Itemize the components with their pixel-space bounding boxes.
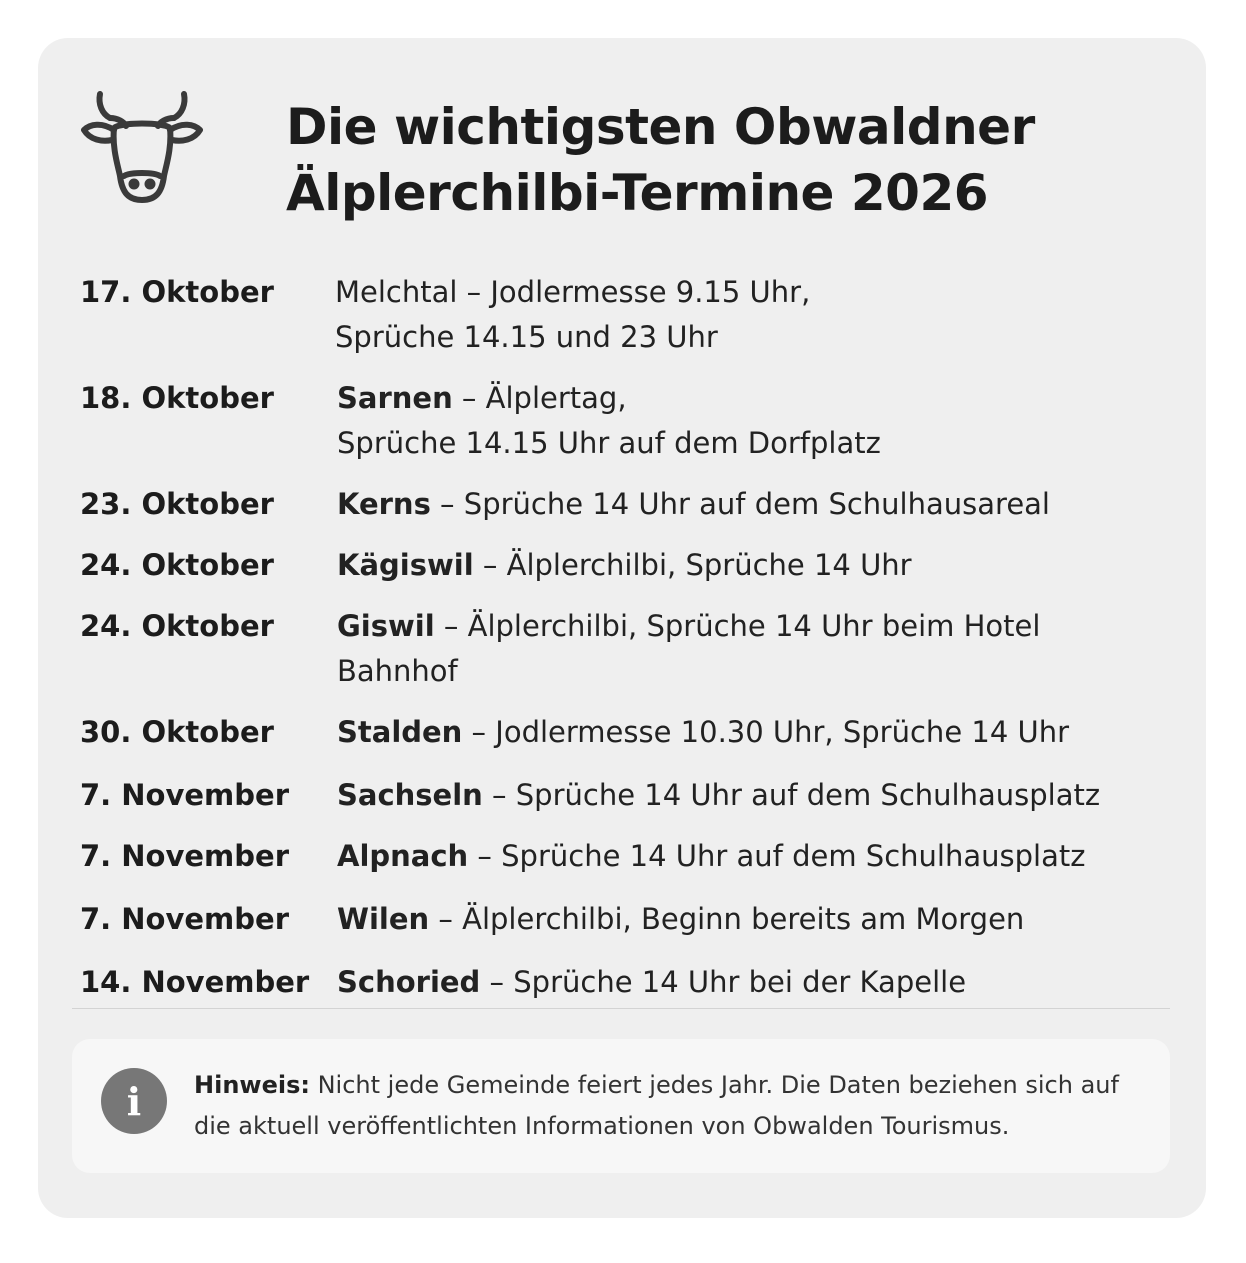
schedule-row bbox=[80, 604, 1170, 694]
event-description bbox=[337, 604, 1170, 694]
event-date: 7. November bbox=[80, 839, 290, 873]
event-date: 30. Oktober bbox=[80, 715, 274, 749]
event-description bbox=[337, 897, 1024, 942]
title-line-1: Die wichtigsten Obwaldner bbox=[286, 98, 1035, 156]
schedule-row bbox=[80, 543, 1170, 588]
event-line: – Sprüche 14 Uhr auf dem Schulhausplatz bbox=[468, 839, 1086, 873]
schedule-row bbox=[80, 897, 1170, 942]
event-place: Sarnen bbox=[337, 381, 453, 415]
event-description bbox=[337, 834, 1085, 879]
event-place: Schoried bbox=[337, 965, 481, 999]
event-description bbox=[337, 482, 1050, 527]
event-line: Sprüche 14.15 und 23 Uhr bbox=[335, 320, 718, 354]
event-line: – Älplerchilbi, Sprüche 14 Uhr beim Hotel Bahnhof bbox=[337, 609, 1041, 688]
schedule-row bbox=[80, 376, 1170, 466]
event-date: 7. November bbox=[80, 778, 290, 812]
event-line: – Älplerchilbi, Beginn bereits am Morgen bbox=[429, 902, 1025, 936]
event-line: – Älplertag, bbox=[452, 381, 627, 415]
event-date: 23. Oktober bbox=[80, 487, 274, 521]
event-description bbox=[337, 773, 1100, 818]
event-date: 18. Oktober bbox=[80, 381, 274, 415]
event-description bbox=[337, 376, 881, 466]
schedule-card bbox=[38, 38, 1206, 1218]
event-description bbox=[337, 543, 912, 588]
event-place: Kägiswil bbox=[337, 548, 474, 582]
title-line-2: Älplerchilbi-Termine 2026 bbox=[286, 164, 989, 222]
note-body: Nicht jede Gemeinde feiert jedes Jahr. Die Daten beziehen sich auf die aktuell veröffentlichten Informationen von Obwalden Tourismus. bbox=[194, 1071, 1119, 1140]
event-line: – Älplerchilbi, Sprüche 14 Uhr bbox=[473, 548, 912, 582]
cow-icon bbox=[80, 88, 204, 212]
schedule-row bbox=[80, 710, 1170, 755]
schedule-row bbox=[80, 270, 1170, 360]
event-place: Sachseln bbox=[337, 778, 483, 812]
schedule-row bbox=[80, 773, 1170, 818]
info-icon: i bbox=[101, 1068, 167, 1134]
event-description bbox=[335, 270, 810, 360]
event-line: – Sprüche 14 Uhr auf dem Schulhausplatz bbox=[482, 778, 1101, 812]
event-place: Kerns bbox=[337, 487, 431, 521]
event-place: Wilen bbox=[337, 902, 430, 936]
divider bbox=[72, 1008, 1170, 1009]
event-description bbox=[337, 710, 1069, 755]
event-line: – Jodlermesse 10.30 Uhr, Sprüche 14 Uhr bbox=[462, 715, 1070, 749]
event-date: 14. November bbox=[80, 965, 310, 999]
event-description bbox=[337, 960, 966, 1005]
event-date: 17. Oktober bbox=[80, 275, 274, 309]
event-date: 24. Oktober bbox=[80, 548, 274, 582]
event-place: Giswil bbox=[337, 609, 435, 643]
info-note bbox=[72, 1039, 1170, 1173]
schedule-row bbox=[80, 960, 1170, 1005]
schedule-row bbox=[80, 482, 1170, 527]
event-line: – Sprüche 14 Uhr bei der Kapelle bbox=[480, 965, 967, 999]
event-place: Stalden bbox=[337, 715, 463, 749]
schedule-list bbox=[80, 270, 1170, 1005]
note-label: Hinweis: bbox=[194, 1071, 310, 1099]
event-line: Melchtal – Jodlermesse 9.15 Uhr, bbox=[335, 275, 811, 309]
event-line: – Sprüche 14 Uhr auf dem Schulhausareal bbox=[430, 487, 1050, 521]
page-title bbox=[286, 94, 1035, 226]
header bbox=[80, 88, 1035, 226]
event-line: Sprüche 14.15 Uhr auf dem Dorfplatz bbox=[337, 426, 881, 460]
note-text bbox=[194, 1065, 1144, 1147]
schedule-row bbox=[80, 834, 1170, 879]
event-date: 24. Oktober bbox=[80, 609, 274, 643]
event-date: 7. November bbox=[80, 902, 290, 936]
event-place: Alpnach bbox=[337, 839, 469, 873]
